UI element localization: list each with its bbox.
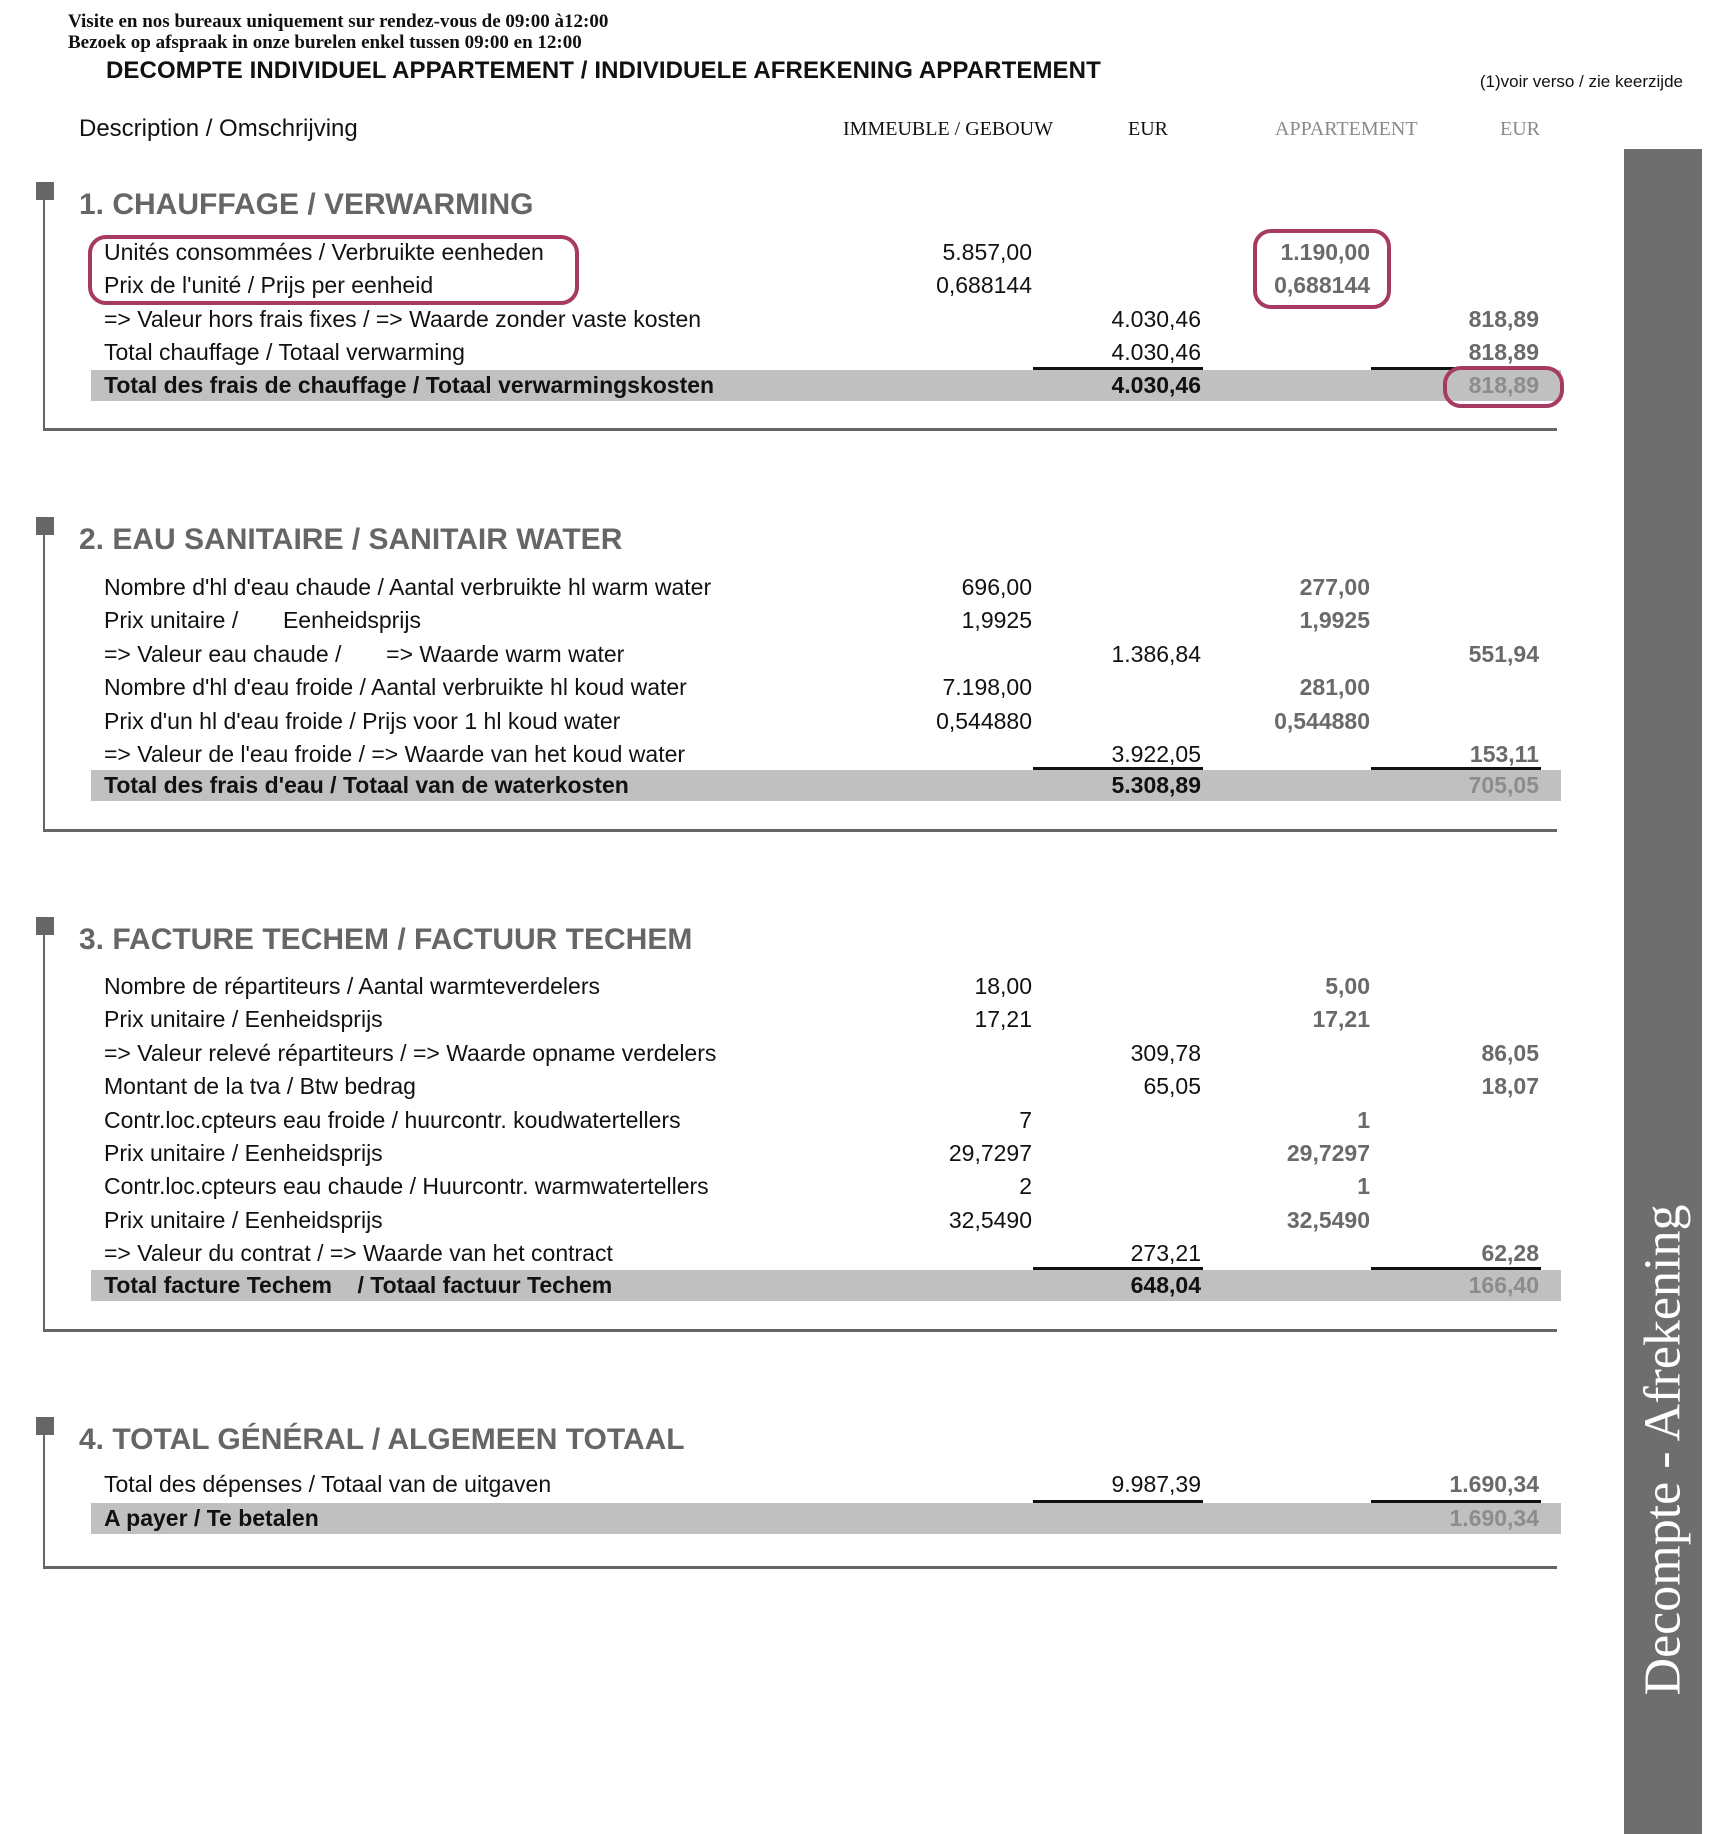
subtotal-underline	[1033, 367, 1203, 370]
apartment-quantity: 1.190,00	[1280, 239, 1370, 265]
line-item-label: Prix unitaire / Eenheidsprijs	[104, 607, 422, 634]
building-quantity: 32,5490	[948, 1206, 1032, 1233]
building-amount: 4.030,46	[1111, 305, 1201, 332]
line-item	[0, 705, 1600, 738]
line-item	[0, 1104, 1600, 1137]
apartment-quantity: 5,00	[1325, 973, 1370, 999]
building-quantity: 1,9925	[961, 607, 1032, 634]
apartment-amount: 818,89	[1468, 339, 1539, 366]
section-total-row	[0, 769, 1600, 802]
apartment-amount: 153,11	[1469, 741, 1539, 767]
apartment-amount: 86,05	[1481, 1039, 1539, 1066]
section-divider	[43, 428, 1557, 431]
visit-hours-nl: Bezoek op afspraak in onze burelen enkel tussen 09:00 en 12:00	[68, 32, 582, 53]
line-item-label: Total des dépenses / Totaal van de uitgaven	[104, 1471, 552, 1497]
line-item-label: Nombre d'hl d'eau chaude / Aantal verbruikte hl warm water	[104, 574, 712, 600]
apartment-quantity: 281,00	[1299, 674, 1370, 701]
line-item-label: Prix unitaire / Eenheidsprijs	[104, 1006, 383, 1033]
line-item-label: => Valeur eau chaude / => Waarde warm water	[104, 640, 625, 667]
subtotal-underline	[1371, 767, 1541, 770]
line-item	[0, 1237, 1600, 1270]
section-title: 4. TOTAL GÉNÉRAL / ALGEMEEN TOTAAL	[79, 1423, 685, 1456]
section-total-row	[0, 1502, 1600, 1535]
subtotal-underline	[1033, 1500, 1203, 1503]
subtotal-underline	[1371, 1500, 1541, 1503]
section-marker	[36, 917, 54, 935]
building-quantity: 29,7297	[948, 1140, 1032, 1166]
line-item-label: Prix unitaire / Eenheidsprijs	[104, 1206, 383, 1233]
apartment-amount: 62,28	[1481, 1240, 1539, 1267]
line-item	[0, 1037, 1600, 1070]
building-amount: 9.987,39	[1111, 1471, 1201, 1497]
building-quantity: 7.198,00	[942, 674, 1032, 701]
line-item-label: => Valeur hors frais fixes / => Waarde zonder vaste kosten	[104, 305, 702, 332]
line-item	[0, 1137, 1600, 1170]
total-apartment-amount: 705,05	[1468, 772, 1539, 798]
column-building: IMMEUBLE / GEBOUW	[843, 118, 1053, 140]
building-amount: 1.386,84	[1111, 640, 1201, 667]
building-quantity: 7	[1019, 1106, 1032, 1133]
line-item	[0, 970, 1600, 1003]
line-item-label: Contr.loc.cpteurs eau froide / huurcontr. koudwatertellers	[104, 1106, 681, 1133]
building-quantity: 17,21	[974, 1006, 1032, 1033]
total-building-amount: 4.030,46	[1111, 372, 1201, 398]
line-item	[0, 336, 1600, 369]
apartment-quantity: 17,21	[1312, 1006, 1370, 1033]
section-total-row	[0, 1269, 1600, 1302]
line-item-label: Nombre d'hl d'eau froide / Aantal verbruikte hl koud water	[104, 674, 687, 701]
section-title: 3. FACTURE TECHEM / FACTUUR TECHEM	[79, 923, 693, 956]
building-quantity: 18,00	[974, 973, 1032, 999]
line-item-label: Prix de l'unité / Prijs per eenheid	[104, 272, 434, 299]
apartment-quantity: 32,5490	[1286, 1206, 1370, 1233]
section-marker	[36, 517, 54, 535]
section-divider	[43, 829, 1557, 832]
building-quantity: 696,00	[961, 574, 1032, 600]
line-item	[0, 1003, 1600, 1036]
line-item-label: => Valeur relevé répartiteurs / => Waarde opname verdelers	[104, 1039, 717, 1066]
total-building-amount: 648,04	[1130, 1272, 1201, 1298]
column-building-eur: EUR	[1128, 118, 1168, 140]
line-item	[0, 1468, 1600, 1501]
building-quantity: 5.857,00	[942, 239, 1032, 265]
column-apartment: APPARTEMENT	[1275, 118, 1418, 140]
section-title: 1. CHAUFFAGE / VERWARMING	[79, 188, 534, 221]
total-label: Total des frais de chauffage / Totaal verwarmingskosten	[104, 372, 715, 398]
building-amount: 3.922,05	[1111, 741, 1201, 767]
line-item-label: Unités consommées / Verbruikte eenheden	[104, 239, 544, 265]
total-building-amount: 5.308,89	[1111, 772, 1201, 798]
total-label: Total des frais d'eau / Totaal van de waterkosten	[104, 772, 629, 798]
document-title: DECOMPTE INDIVIDUEL APPARTEMENT / INDIVIDUELE AFREKENING APPARTEMENT	[106, 57, 1101, 84]
subtotal-underline	[1033, 1267, 1203, 1270]
section-divider	[43, 1566, 1557, 1569]
section-divider	[43, 1329, 1557, 1332]
apartment-quantity: 0,688144	[1274, 272, 1370, 299]
section-marker	[36, 182, 54, 200]
section-total-row	[0, 369, 1600, 402]
line-item	[0, 738, 1600, 771]
column-apartment-eur: EUR	[1500, 118, 1540, 140]
total-label: Total facture Techem / Totaal factuur Techem	[104, 1272, 613, 1298]
subtotal-underline	[1033, 767, 1203, 770]
apartment-quantity: 29,7297	[1286, 1140, 1370, 1166]
line-item	[0, 1070, 1600, 1103]
line-item-label: Nombre de répartiteurs / Aantal warmteverdelers	[104, 973, 600, 999]
section-title: 2. EAU SANITAIRE / SANITAIR WATER	[79, 523, 623, 556]
building-amount: 4.030,46	[1111, 339, 1201, 366]
line-item-label: Prix unitaire / Eenheidsprijs	[104, 1140, 383, 1166]
building-amount: 65,05	[1143, 1073, 1201, 1100]
apartment-quantity: 1	[1357, 1106, 1370, 1133]
apartment-amount: 818,89	[1468, 305, 1539, 332]
line-item-label: Prix d'un hl d'eau froide / Prijs voor 1 hl koud water	[104, 707, 621, 734]
line-item-label: => Valeur du contrat / => Waarde van het contract	[104, 1240, 613, 1267]
building-quantity: 0,544880	[936, 707, 1032, 734]
line-item	[0, 604, 1600, 637]
line-item	[0, 1204, 1600, 1237]
side-banner-label: Decompte - Afrekening	[1634, 1204, 1692, 1696]
highlight-units-apartment	[1253, 229, 1391, 309]
line-item	[0, 638, 1600, 671]
line-item	[0, 1170, 1600, 1203]
visit-hours-fr: Visite en nos bureaux uniquement sur rendez-vous de 09:00 à12:00	[68, 11, 609, 32]
apartment-quantity: 1	[1357, 1173, 1370, 1200]
apartment-amount: 551,94	[1468, 640, 1539, 667]
building-quantity: 0,688144	[936, 272, 1032, 299]
apartment-amount: 1.690,34	[1449, 1471, 1539, 1497]
line-item-label: Contr.loc.cpteurs eau chaude / Huurcontr. warmwatertellers	[104, 1173, 709, 1200]
total-apartment-amount: 1.690,34	[1449, 1505, 1539, 1531]
section-marker	[36, 1417, 54, 1435]
column-description: Description / Omschrijving	[79, 115, 358, 142]
line-item	[0, 671, 1600, 704]
line-item	[0, 571, 1600, 604]
highlight-units-label	[88, 235, 579, 305]
apartment-quantity: 277,00	[1299, 574, 1370, 600]
subtotal-underline	[1371, 1267, 1541, 1270]
apartment-amount: 18,07	[1481, 1073, 1539, 1100]
line-item-label: => Valeur de l'eau froide / => Waarde van het koud water	[104, 741, 686, 767]
total-label: A payer / Te betalen	[104, 1505, 319, 1531]
highlight-heating-total	[1443, 366, 1564, 408]
apartment-quantity: 0,544880	[1274, 707, 1370, 734]
building-amount: 273,21	[1130, 1240, 1201, 1267]
building-amount: 309,78	[1130, 1039, 1201, 1066]
apartment-quantity: 1,9925	[1299, 607, 1370, 634]
total-apartment-amount: 818,89	[1468, 372, 1539, 398]
building-quantity: 2	[1019, 1173, 1032, 1200]
total-apartment-amount: 166,40	[1468, 1272, 1539, 1298]
line-item-label: Montant de la tva / Btw bedrag	[104, 1073, 416, 1100]
line-item-label: Total chauffage / Totaal verwarming	[104, 339, 465, 366]
verso-note: (1)voir verso / zie keerzijde	[1479, 72, 1683, 91]
